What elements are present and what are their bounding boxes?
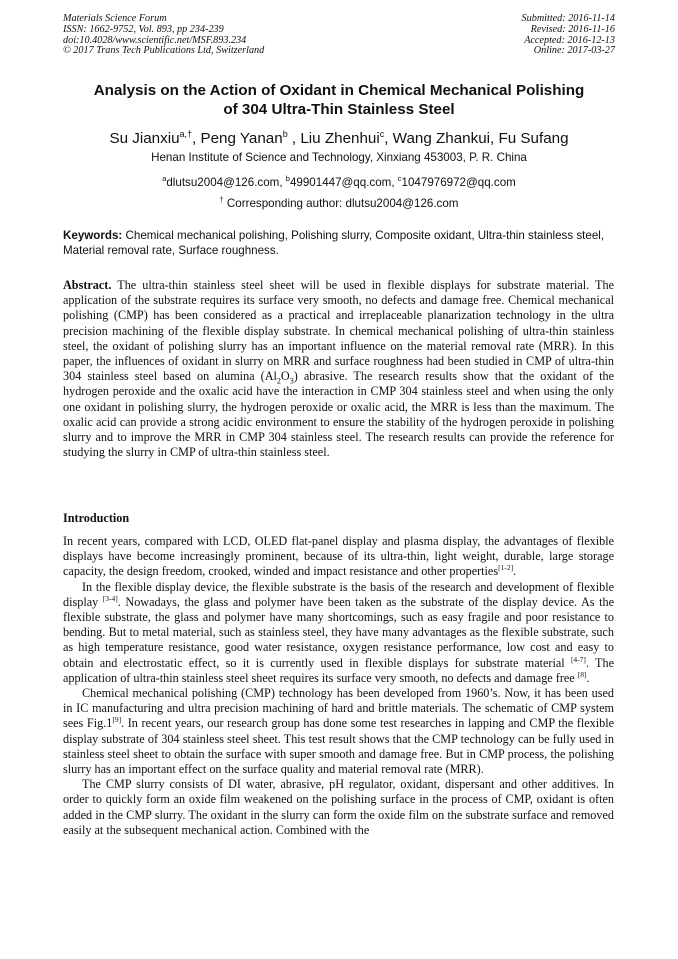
publication-info	[63, 14, 264, 57]
submitted-date: Submitted: 2016-11-14	[521, 13, 615, 24]
doi-line: doi:10.4028/www.scientific.net/MSF.893.234	[63, 34, 247, 46]
intro-paragraph-2	[63, 580, 614, 686]
author-3: , Liu Zhenhui	[287, 130, 380, 148]
email-a-mark: a	[162, 174, 167, 183]
abstract-text-1: The ultra-thin stainless steel sheet will be used in flexible displays for substrate material. The application of the substrate requires its surface very smooth, no defects and damage free. Chemical mechanical polishing (CMP) has been considered as a practical and irreplaceable planarization technology in the ultra precision machining of the flexible display substrate. In chemical mechanical polishing of ultra-thin stainless steel, the oxidant of polishing slurry has an important influence on the material removal rate (MRR). In this paper, the influences of oxidant in slurry on MRR and surface roughness had been studied in CMP of ultra-thin 304 stainless steel based on alumina (Al	[63, 278, 614, 384]
author-3-mark: c	[379, 129, 385, 139]
email-c[interactable]: 1047976972@qq.com	[401, 175, 516, 189]
abstract-label: Abstract.	[63, 278, 112, 292]
issn-line: ISSN: 1662-9752, Vol. 893, pp 234-239	[63, 23, 224, 35]
intro-paragraph-3	[63, 686, 614, 777]
keywords-text: Chemical mechanical polishing, Polishing slurry, Composite oxidant, Ultra-thin stainless steel, Material removal rate, Surface roughness.	[63, 229, 605, 257]
title-line-1: Analysis on the Action of Oxidant in Chemical Mechanical Polishing	[93, 82, 585, 99]
email-list	[40, 172, 638, 190]
intro-paragraph-4: The CMP slurry consists of DI water, abrasive, pH regulator, oxidant, dispersant and other additives. In order to quickly form an oxide film weakened on the polishing surface in the process of CMP, oxidant is often added in the CMP slurry. The oxidant in the slurry can form the oxide film on the substrate surface and removed easily at the subsequent mechanical action. Combined with the	[63, 777, 614, 837]
introduction-body	[63, 534, 614, 838]
email-c-mark: c	[397, 174, 402, 183]
dagger-mark: †	[219, 195, 224, 204]
affiliation: Henan Institute of Science and Technology, Xinxiang 453003, P. R. China	[151, 151, 527, 164]
online-date: Online: 2017-03-27	[533, 45, 615, 57]
intro-p2-text-2: . Nowadays, the glass and polymer have been taken as the substrate of the display device. As the flexible substrate, the glass and polymer have many shortcomings, such as easy fragile and poor resistance to bending. But to metal material, such as stainless steel, they have many advantages as the flexible substrate, such as high temperature resistance, good water resistance, oxygen resistance performance, low cost and easy to obtain and electrostatic effect, so it is currently used in flexible displays for substrate material	[63, 594, 614, 670]
abstract	[63, 278, 614, 460]
title-line-2: of 304 Ultra-Thin Stainless Steel	[223, 101, 455, 118]
author-1-mark: a,†	[179, 129, 193, 139]
intro-p2-end: .	[586, 670, 590, 685]
email-a[interactable]: dlutsu2004@126.com,	[166, 175, 286, 189]
journal-name: Materials Science Forum	[63, 13, 167, 24]
intro-p1-end: .	[513, 564, 517, 579]
accepted-date: Accepted: 2016-12-13	[524, 34, 615, 46]
email-b[interactable]: 49901447@qq.com,	[289, 175, 398, 189]
citation-ref[interactable]: [8]	[577, 669, 587, 679]
running-header	[63, 14, 615, 57]
intro-p3-text-1: Chemical mechanical polishing (CMP) technology has been developed from 1960’s. Now, it has been used in IC manufacturing and ultra precision machining of hard and brittle materials. The schematic of CMP system sees Fig.1	[63, 686, 614, 731]
intro-p1-text: In recent years, compared with LCD, OLED flat-panel display and plasma display, the advantages of flexible displays have become increasingly prominent, because of its ultra-thin, light weight, durable, large storage capacity, the design freedom, crooked, winded and impact resistance and other properties	[63, 534, 614, 579]
intro-p3-text-2: . In recent years, our research group has done some test researches in lapping and CMP the flexible display substrate of 304 stainless steel sheet. This test result shows that the CMP technology can be fully used in stainless steel sheet to obtain the surface with super smooth and damage free. But in CMP process, the polishing slurry has an important effect on the surface quality and material removal rate (MRR).	[63, 716, 614, 777]
author-1: Su Jianxiu	[109, 130, 180, 148]
copyright-line: © 2017 Trans Tech Publications Ltd, Switzerland	[63, 45, 265, 57]
keywords-label: Keywords:	[63, 229, 123, 242]
author-2: , Peng Yanan	[192, 130, 283, 148]
intro-paragraph-1	[63, 534, 614, 580]
subscript-2: 2	[276, 376, 281, 386]
revised-date: Revised: 2016-11-16	[530, 23, 615, 35]
intro-p2-text-3: . The application of ultra-thin stainless steel sheet requires its surface very smooth, no defects and damage free	[63, 655, 614, 685]
paper-title	[60, 81, 618, 119]
intro-p2-text-1: In the flexible display device, the flexible substrate is the basis of the research and development of flexible display	[63, 579, 614, 609]
section-heading-introduction: Introduction	[63, 511, 130, 525]
subscript-3: 3	[289, 376, 294, 386]
abstract-text-2: O	[280, 369, 290, 384]
author-2-mark: b	[282, 129, 288, 139]
citation-ref[interactable]: [9]	[112, 715, 122, 725]
abstract-text-3: ) abrasive. The research results show that the oxidant of the hydrogen peroxide and the oxalic acid have the interaction in CMP 304 stainless steel and when using the only one oxidant in polishing slurry, the hydrogen peroxide or oxalic acid, the MRR is less than the maximum. The oxalic acid can provide a strong acidic environment to ensure the stability of the hydrogen peroxide in polishing slurry and to improve the MRR in CMP 304 stainless steel. The research results can provide the reference for studying the slurry in CMP of ultra-thin stainless steel.	[63, 369, 615, 460]
corresponding-text: Corresponding author: dlutsu2004@126.com	[223, 196, 459, 210]
abstract-paragraph	[63, 278, 614, 460]
citation-ref[interactable]: [3-4]	[102, 593, 118, 603]
author-list	[40, 125, 638, 148]
dates-info	[522, 14, 615, 57]
citation-ref[interactable]: [1-2]	[498, 563, 514, 573]
email-b-mark: b	[285, 174, 290, 183]
citation-ref[interactable]: [4-7]	[570, 654, 586, 664]
author-rest: , Wang Zhankui, Fu Sufang	[384, 130, 569, 148]
corresponding-author	[40, 193, 638, 211]
keywords	[63, 229, 614, 258]
